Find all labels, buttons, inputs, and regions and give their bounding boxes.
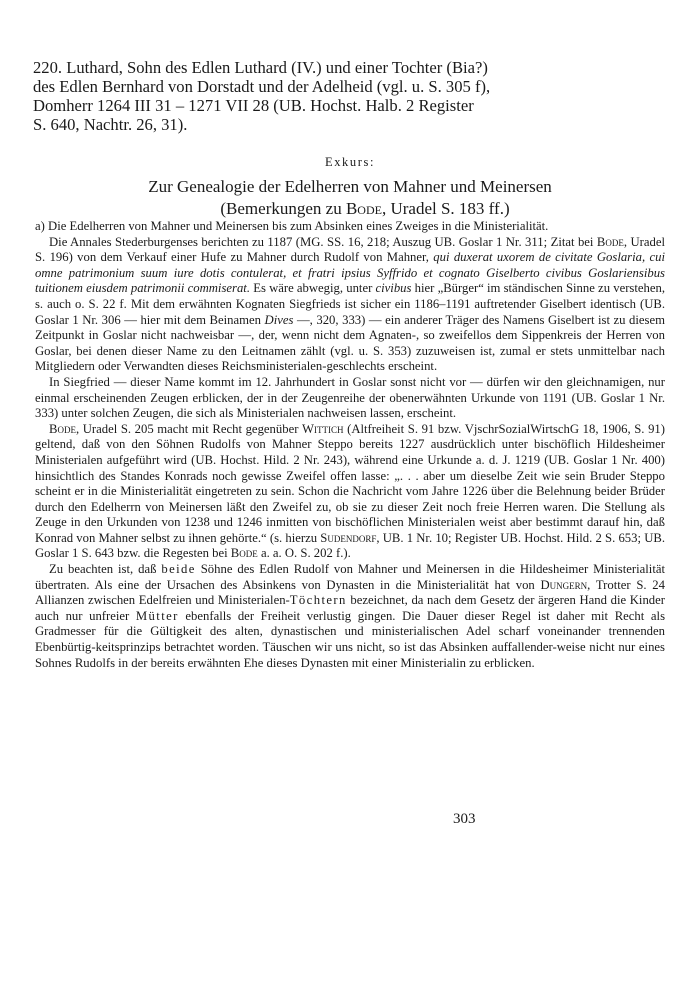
exkurs-title bbox=[0, 176, 700, 220]
entry-line: 220. Luthard, Sohn des Edlen Luthard (IV.) und einer Tochter (Bia?) bbox=[33, 58, 488, 77]
emphasis: beide bbox=[161, 562, 196, 577]
author-name: Sudendorf bbox=[320, 530, 377, 545]
author-name: Bode bbox=[230, 546, 258, 561]
author-name: Dungern bbox=[540, 577, 588, 592]
paragraph: In Siegfried — dieser Name kommt im 12. Jahrhundert in Goslar sonst nicht vor — dürfen wir den gleichnamigen, nur einmal erscheinenden Zeugen erblicken, der in der Zeugenreihe der obenerwähnten Urkunde von 1191 (UB. Goslar 1 Nr. 333) unter solchen Zeugen, die sich als Ministerialen nachweisen lassen, erscheint. bbox=[35, 374, 665, 421]
exkurs-title-line: Zur Genealogie der Edelherren von Mahner und Meinersen bbox=[148, 177, 552, 196]
exkurs-subtitle-line: (Bemerkungen zu Bode, Uradel S. 183 ff.) bbox=[220, 199, 510, 218]
paragraph-a: a) Die Edelherren von Mahner und Meinersen bis zum Absinken eines Zweiges in die Ministerialität. bbox=[35, 219, 549, 233]
entry-line: Domherr 1264 III 31 – 1271 VII 28 (UB. Hochst. Halb. 2 Register bbox=[33, 96, 474, 115]
author-name: Bode bbox=[49, 421, 76, 436]
entry-220 bbox=[33, 58, 665, 134]
entry-line: des Edlen Bernhard von Dorstadt und der Adelheid (vgl. u. S. 305 f), bbox=[33, 77, 491, 96]
page-number: 303 bbox=[453, 811, 476, 827]
exkurs-label: Exkurs: bbox=[324, 155, 376, 169]
author-name: Bode bbox=[345, 199, 382, 218]
paragraph: Die Annales Stederburgenses berichten zu 1187 (MG. SS. 16, 218; Auszug UB. Goslar 1 Nr. 311; Zitat bei Bode, Uradel S. 196) von dem Verkauf einer Hufe zu Mahner durch Rudolf von Mahner, qui duxerat uxorem de civitate Goslaria, cui omne patrimonium suum iure dotis contulerat, et fratri ipsius Syffrido et cognato Giselberto civibus Goslariensibus tuitionem eiusdem patrimonii commiserat. Es wäre abwegig, unter civibus hier „Bürger“ im ständischen Sinne zu verstehen, s. auch o. S. 22 f. Mit dem erwähnten Kognaten Siegfrieds ist sicher ein 1186–1191 auftretender Giselbert identisch (UB. Goslar 1 Nr. 306 — hier mit dem Beinamen Dives —, 320, 333) — ein anderer Träger des Namens Giselbert ist zu diesem Zeitpunkt in Goslar nicht nachweisbar —, der, wenn nicht dem Agnaten-, so zweifellos dem Sippenkreis der Herren von Goslar, bei denen dieser Name zu den Leitnamen zählt (vgl. u. S. 353) zuzuweisen ist, zumal er stets unmittelbar nach Mitgliedern oder Verwandten dieses Reichsministerialen-geschlechts erscheint. bbox=[35, 234, 666, 374]
emphasis: Töchtern bbox=[289, 593, 347, 608]
paragraph: Bode, Uradel S. 205 macht mit Recht gegenüber Wittich (Altfreiheit S. 91 bzw. VjschrSozialWirtschG 18, 1906, S. 91) geltend, daß von den Söhnen Rudolfs von Mahner Steppo bereits 1227 ausdrücklich unter bischöflich Hildesheimer Ministerialen aufgeführt wird (UB. Hochst. Hild. 2 Nr. 243), während eine Urkunde a. d. J. 1219 (UB. Goslar 1 Nr. 400) hinsichtlich des Standes Konrads noch gewisse Zweifel offen lasse: „. . . aber um dieselbe Zeit wie sein Bruder Steppo scheint er in die Ministerialität eingetreten zu sein. Schon die Nachricht vom Jahre 1226 über die Belehnung beider Brüder durch den Edelherrn von Meinersen läßt den Zweifel zu, ob sie zu dieser Zeit noch freie Herren waren. Die Stellung als Zeuge in den Urkunden von 1238 und 1246 inmitten von bischöflichen Ministerialen weist aber bestimmt darauf hin, daß Konrad von Mahner selbst zu ihnen gehörte.“ (s. hierzu Sudendorf, UB. 1 Nr. 10; Register UB. Hochst. Hild. 2 S. 653; UB. Goslar 1 S. 643 bzw. die Regesten bei Bode a. a. O. S. 202 f.). bbox=[35, 421, 666, 561]
author-name: Wittich bbox=[302, 421, 344, 436]
author-name: Bode bbox=[596, 234, 624, 249]
exkurs-body bbox=[35, 219, 665, 671]
emphasis: Mütter bbox=[135, 608, 179, 623]
entry-line: S. 640, Nachtr. 26, 31). bbox=[33, 115, 188, 134]
paragraph: Zu beachten ist, daß beide Söhne des Edlen Rudolf von Mahner und Meinersen in die Hildesheimer Ministerialität übertraten. Als eine der Ursachen des Absinkens von Dynasten in die Ministerialität hat von Dungern, Trotter S. 24 Allianzen zwischen Edelfreien und Ministerialen-Töchtern bezeichnet, da nach dem Gesetz der ärgeren Hand die Kinder auch nur unfreier Mütter ebenfalls der Freiheit verlustig gingen. Die Dauer dieser Regel ist daher mit Recht als Gradmesser für die Gültigkeit des alten, dynastischen und ministerialischen Adel scharf voneinander trennenden Ebenbürtig-keitsprinzips betrachtet worden. Täuschen wir uns nicht, so ist das Absinken auffallender-weise nicht nur eines Sohnes Rudolfs in der bereits erwähnten Ehe dieses Dynasten mit einer Ministerialin zu erblicken. bbox=[35, 562, 666, 670]
latin-quote: qui duxerat uxorem de civitate Goslaria, cui omne patrimonium suum iure dotis contulerat, et fratri ipsius Syffrido et cognato Giselberto civibus Goslariensibus tuitionem eiusdem patrimonii commiserat. bbox=[35, 250, 666, 296]
